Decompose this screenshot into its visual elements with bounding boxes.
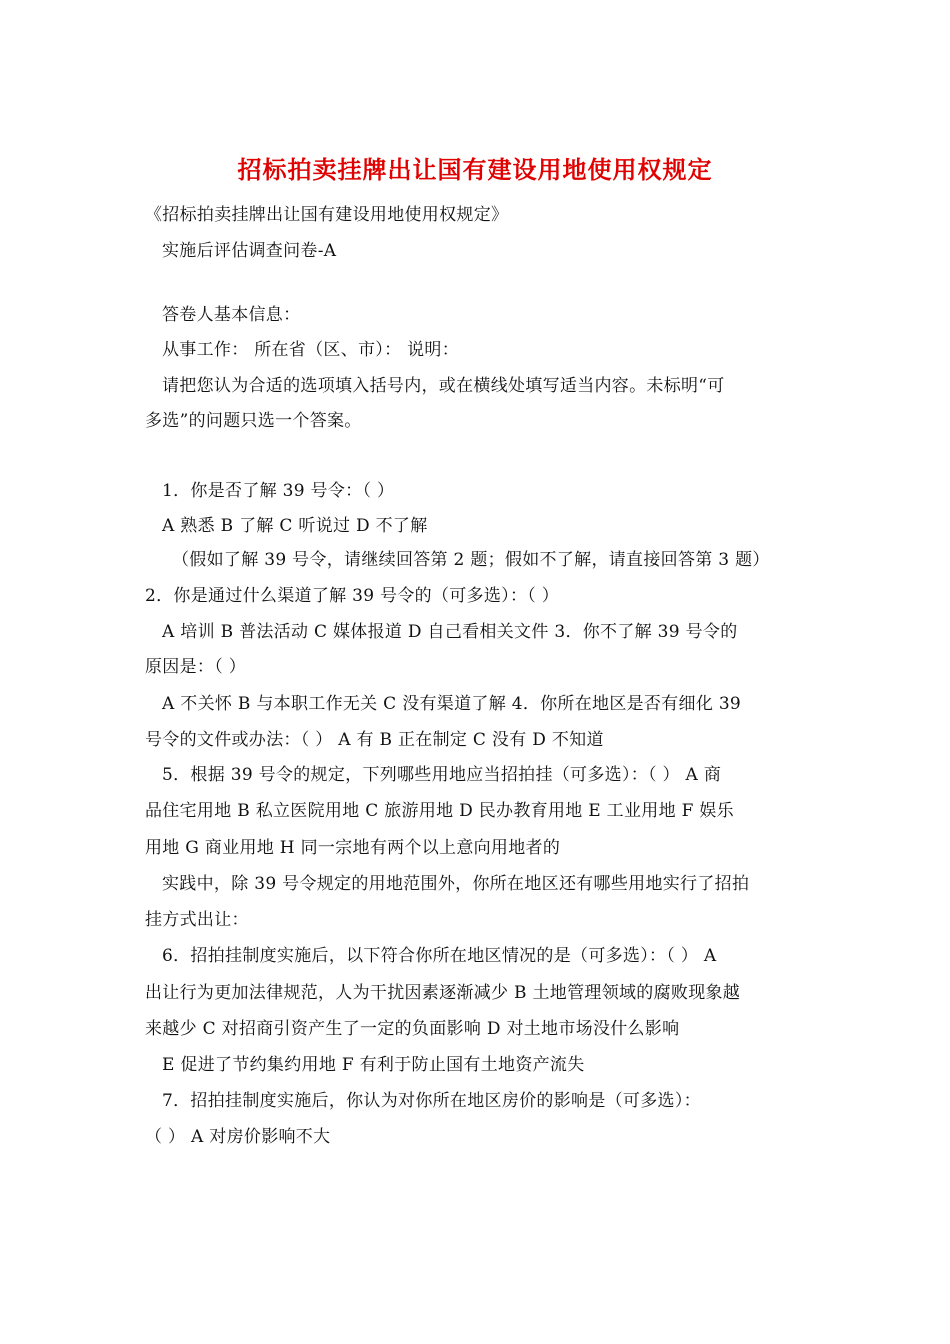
text-line: 原因是：（ ）	[145, 657, 247, 677]
text-line: 1．你是否了解 39 号令：（ ）	[162, 481, 395, 501]
text-line: 实践中，除 39 号令规定的用地范围外，你所在地区还有哪些用地实行了招拍	[162, 874, 750, 894]
text-line: （ ） A 对房价影响不大	[145, 1127, 331, 1147]
text-line: 5．根据 39 号令的规定，下列哪些用地应当招拍挂（可多选）：（ ） A 商	[162, 765, 722, 785]
text-line: 来越少 C 对招商引资产生了一定的负面影响 D 对土地市场没什么影响	[145, 1019, 680, 1039]
text-line: 《招标拍卖挂牌出让国有建设用地使用权规定》	[145, 205, 509, 225]
text-line: 挂方式出让：	[145, 910, 249, 930]
text-line: 答卷人基本信息：	[162, 305, 301, 325]
text-line: 用地 G 商业用地 H 同一宗地有两个以上意向用地者的	[145, 838, 561, 858]
document-title: 招标拍卖挂牌出让国有建设用地使用权规定	[237, 155, 713, 184]
text-line: 号令的文件或办法：（ ） A 有 B 正在制定 C 没有 D 不知道	[145, 730, 604, 750]
text-line: 2．你是通过什么渠道了解 39 号令的（可多选）：（ ）	[145, 586, 560, 606]
text-line: （假如了解 39 号令，请继续回答第 2 题；假如不了解，请直接回答第 3 题）	[172, 550, 770, 570]
text-line: 实施后评估调查问卷-A	[162, 241, 337, 261]
text-line: E 促进了节约集约用地 F 有利于防止国有土地资产流失	[162, 1055, 585, 1075]
text-line: 7．招拍挂制度实施后，你认为对你所在地区房价的影响是（可多选）：	[162, 1091, 701, 1111]
text-line: 多选”的问题只选一个答案。	[145, 411, 362, 431]
text-line: A 不关怀 B 与本职工作无关 C 没有渠道了解 4．你所在地区是否有细化 39	[162, 694, 742, 714]
text-line: 从事工作： 所在省（区、市）： 说明：	[162, 340, 460, 360]
text-line: 品住宅用地 B 私立医院用地 C 旅游用地 D 民办教育用地 E 工业用地 F 娱乐	[145, 801, 734, 821]
text-line: 出让行为更加法律规范，人为干扰因素逐渐减少 B 土地管理领域的腐败现象越	[145, 983, 741, 1003]
text-line: 6．招拍挂制度实施后，以下符合你所在地区情况的是（可多选）：（ ） A	[162, 946, 717, 966]
text-line: A 熟悉 B 了解 C 听说过 D 不了解	[162, 516, 428, 536]
text-line: A 培训 B 普法活动 C 媒体报道 D 自己看相关文件 3．你不了解 39 号令的	[162, 622, 738, 642]
text-line: 请把您认为合适的选项填入括号内，或在横线处填写适当内容。未标明“可	[162, 376, 725, 396]
